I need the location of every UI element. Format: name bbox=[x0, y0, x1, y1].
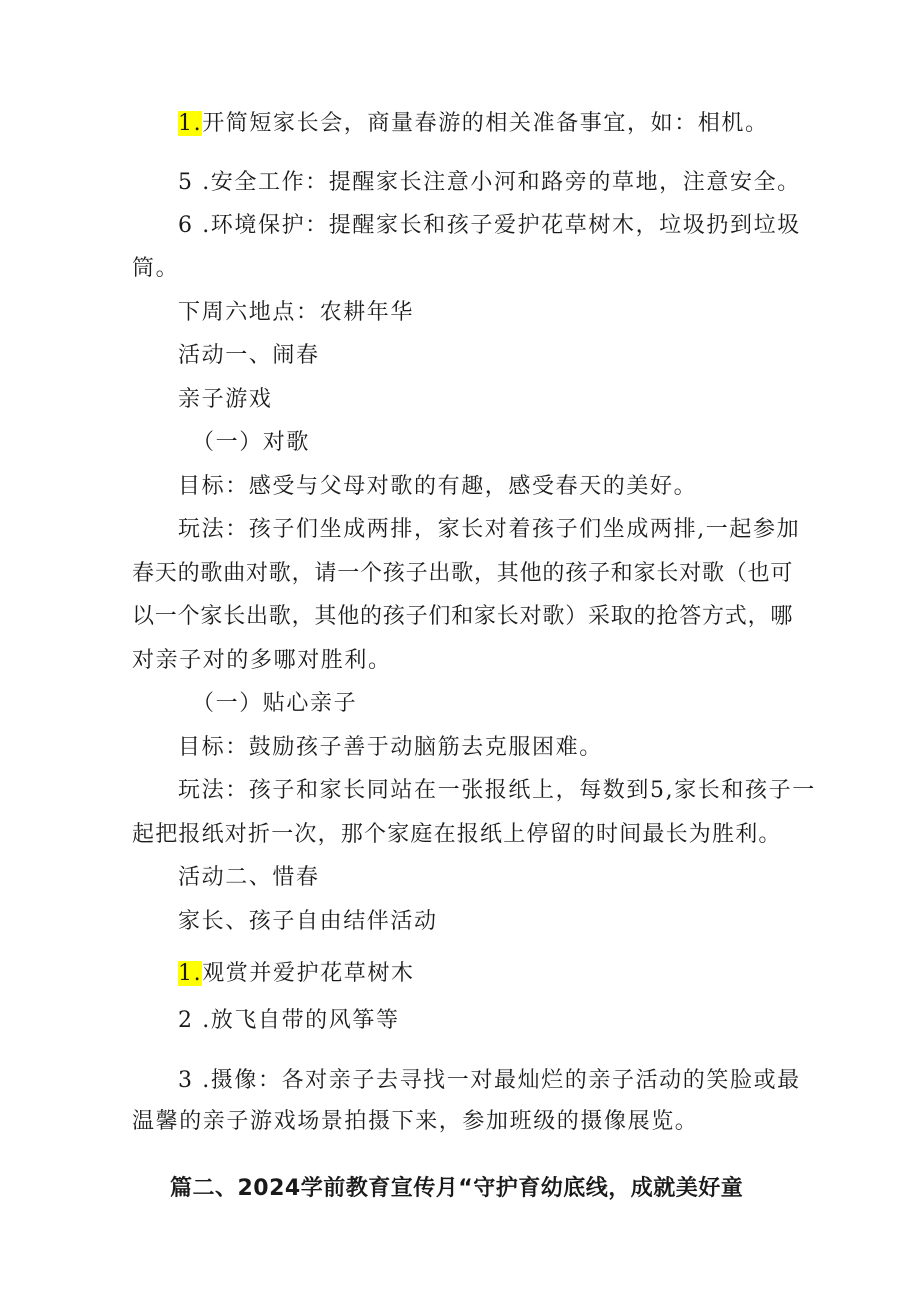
text-line: 温馨的亲子游戏场景拍摄下来，参加班级的摄像展览。 bbox=[132, 1109, 699, 1134]
text-line: 活动二、惜春 bbox=[178, 865, 320, 890]
text-line: 玩法：孩子和家长同站在一张报纸上，每数到5,家长和孩子一 bbox=[178, 778, 816, 803]
text-line: 目标：鼓励孩子善于动脑筋去克服困难。 bbox=[178, 735, 603, 760]
highlighted-number: 1. bbox=[178, 961, 203, 986]
text-line: 对亲子对的多哪对胜利。 bbox=[132, 648, 392, 673]
text-line: 下周六地点：农耕年华 bbox=[178, 300, 415, 325]
text-line: （一）贴心亲子 bbox=[192, 691, 358, 716]
text-line: 起把报纸对折一次，那个家庭在报纸上停留的时间最长为胜利。 bbox=[132, 822, 782, 847]
section-heading: 篇二、2024学前教育宣传月“守护育幼底线，成就美好童 bbox=[170, 1176, 744, 1201]
text-line: 5 .安全工作：提醒家长注意小河和路旁的草地，注意安全。 bbox=[178, 170, 801, 195]
text-line: 家长、孩子自由结伴活动 bbox=[178, 909, 438, 934]
text-line: 以一个家长出歌，其他的孩子们和家长对歌）采取的抢答方式，哪 bbox=[132, 604, 794, 629]
text-line: 筒。 bbox=[132, 256, 180, 281]
text-line: 春天的歌曲对歌，请一个孩子出歌，其他的孩子和家长对歌（也可 bbox=[132, 561, 794, 586]
text-line: 6 .环境保护：提醒家长和孩子爱护花草树木，垃圾扔到垃圾 bbox=[178, 213, 801, 238]
text-line: 3 .摄像：各对亲子去寻找一对最灿烂的亲子活动的笑脸或最 bbox=[178, 1068, 801, 1093]
text-line: 1.开简短家长会，商量春游的相关准备事宜，如：相机。 bbox=[178, 111, 769, 136]
text-line: 亲子游戏 bbox=[178, 387, 273, 412]
text-line: 玩法：孩子们坐成两排，家长对着孩子们坐成两排,一起参加 bbox=[178, 517, 801, 542]
text-line: 2 .放飞自带的风筝等 bbox=[178, 1008, 400, 1033]
text-line: 目标：感受与父母对歌的有趣，感受春天的美好。 bbox=[178, 474, 698, 499]
text-line: （一）对歌 bbox=[192, 430, 311, 455]
highlighted-number: 1. bbox=[178, 111, 203, 136]
text-line: 1.观赏并爱护花草树木 bbox=[178, 961, 415, 986]
text-line: 活动一、闹春 bbox=[178, 343, 320, 368]
